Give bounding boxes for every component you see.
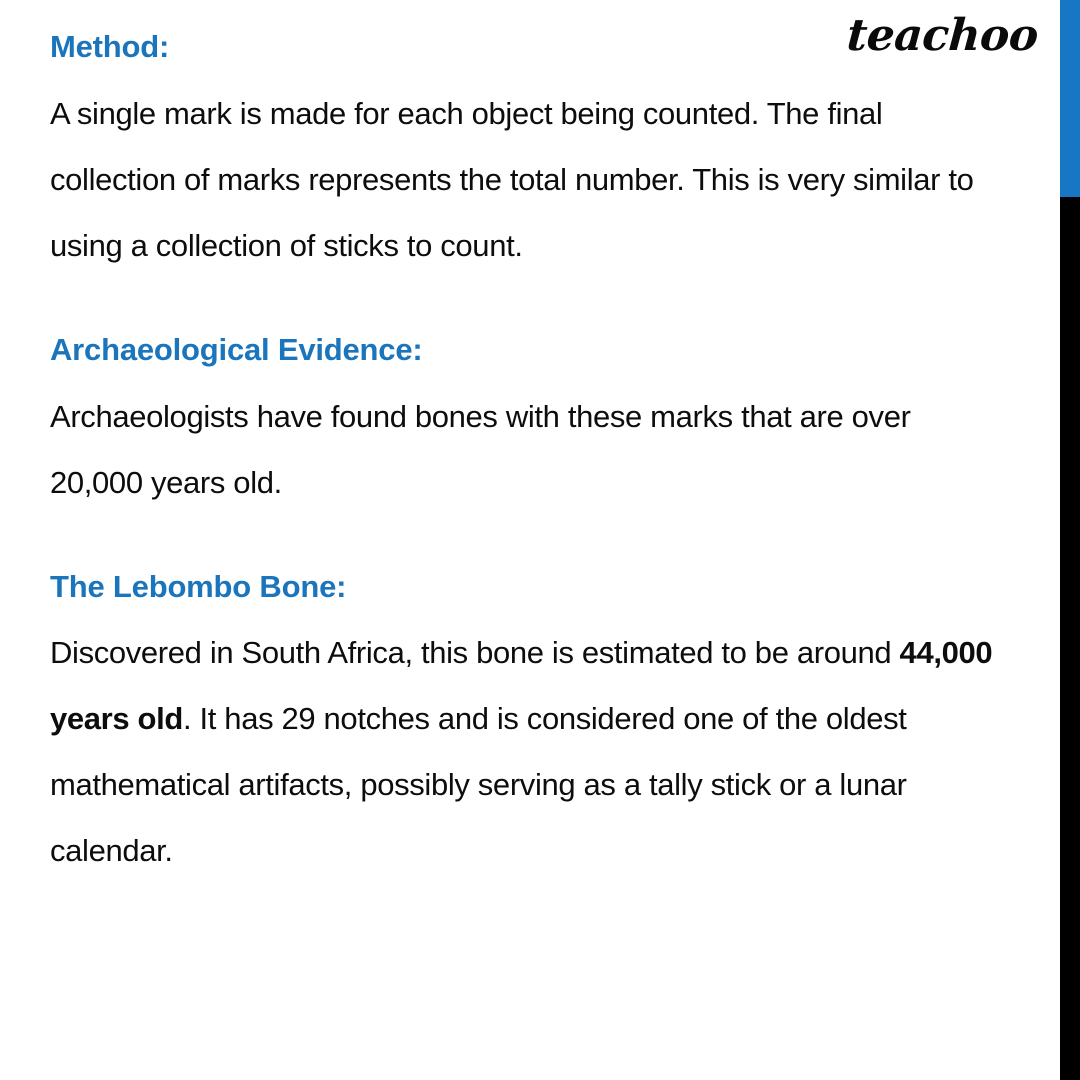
body-text-run: A single mark is made for each object being counted. The final collection of marks represents the total number. This is very similar to using a collection of sticks to count.	[50, 95, 974, 263]
body-text-run: . It has 29 notches and is considered one of the oldest mathematical artifacts, possibly serving as a tally stick or a lunar calendar.	[50, 701, 907, 869]
section-heading-method: Method:	[50, 29, 170, 64]
section-lebombo-bone	[50, 568, 1010, 885]
section-body-archaeological-evidence	[50, 384, 1010, 516]
section-method	[50, 28, 1010, 279]
body-text-run: Discovered in South Africa, this bone is estimated to be around	[50, 635, 900, 671]
right-edge-decoration	[1060, 0, 1080, 1080]
section-archaeological-evidence	[50, 331, 1010, 516]
section-heading-lebombo-bone: The Lebombo Bone:	[50, 568, 347, 604]
body-text-run: Archaeologists have found bones with these marks that are over 20,000 years old.	[50, 398, 911, 500]
edge-bar-black-segment	[1060, 197, 1080, 1080]
slide-content	[50, 28, 1010, 884]
teachoo-logo: teachoo	[845, 10, 1040, 61]
section-heading-archaeological-evidence: Archaeological Evidence:	[50, 331, 423, 367]
edge-bar-blue-segment	[1060, 0, 1080, 197]
section-body-method	[50, 81, 1010, 279]
section-body-lebombo-bone	[50, 620, 1010, 884]
emphasis-text: 44,000 years old	[50, 635, 993, 737]
